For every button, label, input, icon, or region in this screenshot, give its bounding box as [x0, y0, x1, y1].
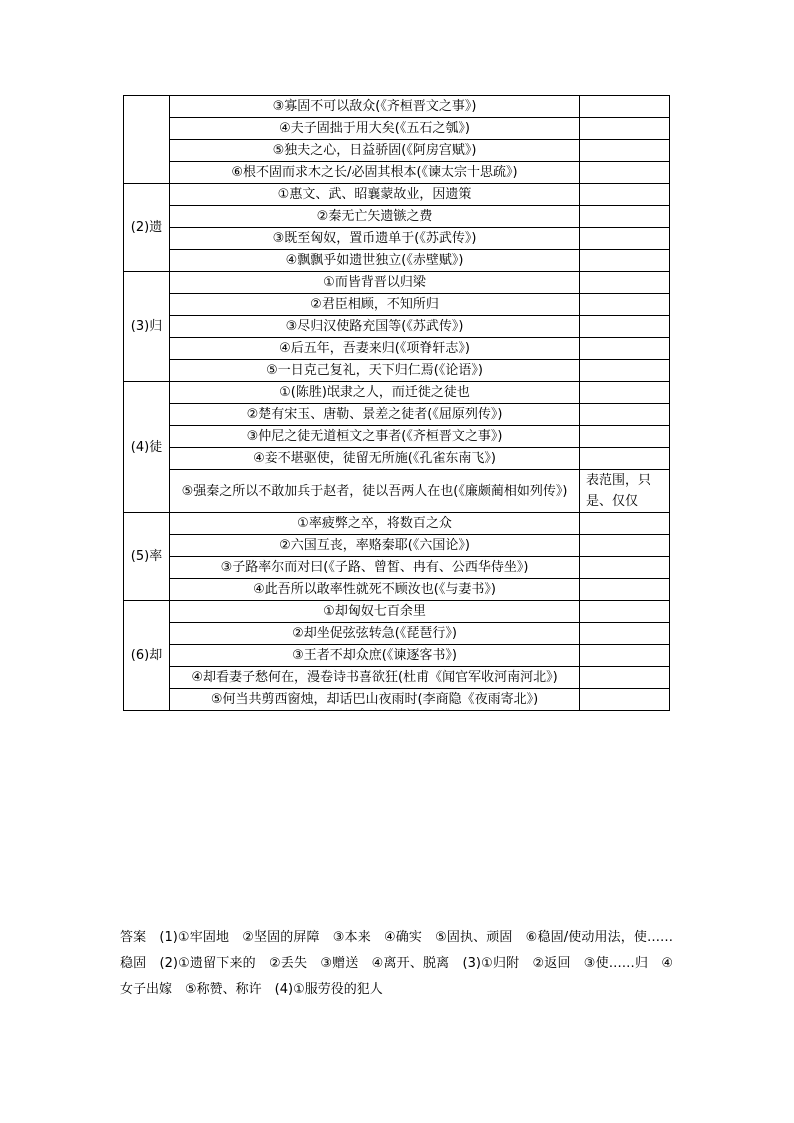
table-row: [124, 404, 670, 426]
example-sentence-cell: ②秦无亡矢遗镞之费: [170, 206, 580, 228]
table-row: [124, 557, 670, 579]
word-cell: [124, 96, 170, 184]
table-row: [124, 470, 670, 513]
table-row: [124, 360, 670, 382]
vocabulary-table: [123, 95, 670, 711]
meaning-cell: [580, 206, 670, 228]
table-row: [124, 118, 670, 140]
vocabulary-table-body: [124, 96, 670, 711]
word-cell: (4)徒: [124, 382, 170, 513]
table-row: [124, 513, 670, 535]
example-sentence-cell: ②君臣相顾，不知所归: [170, 294, 580, 316]
table-row: [124, 96, 670, 118]
table-row: [124, 316, 670, 338]
meaning-cell: [580, 645, 670, 667]
example-sentence-cell: ④此吾所以敢率性就死不顾汝也(《与妻书》): [170, 579, 580, 601]
meaning-cell: 表范围，只是、仅仅: [580, 470, 670, 513]
example-sentence-cell: ①率疲弊之卒，将数百之众: [170, 513, 580, 535]
meaning-cell: [580, 623, 670, 645]
word-cell: (5)率: [124, 513, 170, 601]
example-sentence-cell: ③子路率尔而对曰(《子路、曾皙、冉有、公西华侍坐》): [170, 557, 580, 579]
meaning-cell: [580, 162, 670, 184]
answer-text: 答案 (1)①牢固地 ②坚固的屏障 ③本来 ④确实 ⑤固执、顽固 ⑥稳固/使动用法，使……稳固 (2)①遗留下来的 ②丢失 ③赠送 ④离开、脱离 (3)①归附 ②返回 ③使……归 ④女子出嫁 ⑤称赞、称许 (4)①服劳役的犯人: [120, 930, 673, 997]
meaning-cell: [580, 360, 670, 382]
word-cell: (2)遗: [124, 184, 170, 272]
table-row: [124, 426, 670, 448]
example-sentence-cell: ③仲尼之徒无道桓文之事者(《齐桓晋文之事》): [170, 426, 580, 448]
example-sentence-cell: ③既至匈奴，置币遗单于(《苏武传》): [170, 228, 580, 250]
table-row: [124, 250, 670, 272]
meaning-cell: [580, 448, 670, 470]
table-row: [124, 140, 670, 162]
table-row: [124, 448, 670, 470]
example-sentence-cell: ②六国互丧，率赂秦耶(《六国论》): [170, 535, 580, 557]
example-sentence-cell: ③王者不却众庶(《谏逐客书》): [170, 645, 580, 667]
meaning-cell: [580, 294, 670, 316]
meaning-cell: [580, 228, 670, 250]
table-row: [124, 228, 670, 250]
table-row: [124, 184, 670, 206]
meaning-cell: [580, 316, 670, 338]
example-sentence-cell: ④飘飘乎如遗世独立(《赤壁赋》): [170, 250, 580, 272]
meaning-cell: [580, 535, 670, 557]
table-row: [124, 689, 670, 711]
table-row: [124, 338, 670, 360]
table-row: [124, 206, 670, 228]
table-row: [124, 667, 670, 689]
meaning-cell: [580, 513, 670, 535]
table-row: [124, 623, 670, 645]
meaning-cell: [580, 140, 670, 162]
example-sentence-cell: ①却匈奴七百余里: [170, 601, 580, 623]
example-sentence-cell: ⑤一日克己复礼，天下归仁焉(《论语》): [170, 360, 580, 382]
meaning-cell: [580, 184, 670, 206]
table-row: [124, 579, 670, 601]
meaning-cell: [580, 667, 670, 689]
meaning-cell: [580, 272, 670, 294]
meaning-cell: [580, 118, 670, 140]
example-sentence-cell: ④夫子固拙于用大矣(《五石之瓠》): [170, 118, 580, 140]
table-row: [124, 535, 670, 557]
meaning-cell: [580, 338, 670, 360]
example-sentence-cell: ④却看妻子愁何在，漫卷诗书喜欲狂(杜甫《闻官军收河南河北》): [170, 667, 580, 689]
example-sentence-cell: ⑤强秦之所以不敢加兵于赵者，徒以吾两人在也(《廉颇蔺相如列传》): [170, 470, 580, 513]
meaning-cell: [580, 601, 670, 623]
meaning-cell: [580, 404, 670, 426]
word-cell: (6)却: [124, 601, 170, 711]
table-row: [124, 272, 670, 294]
example-sentence-cell: ①而皆背晋以归梁: [170, 272, 580, 294]
meaning-cell: [580, 579, 670, 601]
table-row: [124, 382, 670, 404]
meaning-cell: [580, 96, 670, 118]
table-row: [124, 294, 670, 316]
word-cell: (3)归: [124, 272, 170, 382]
example-sentence-cell: ⑥根不固而求木之长/必固其根本(《谏太宗十思疏》): [170, 162, 580, 184]
example-sentence-cell: ③尽归汉使路充国等(《苏武传》): [170, 316, 580, 338]
example-sentence-cell: ⑤何当共剪西窗烛，却话巴山夜雨时(李商隐《夜雨寄北》): [170, 689, 580, 711]
example-sentence-cell: ③寡固不可以敌众(《齐桓晋文之事》): [170, 96, 580, 118]
meaning-cell: [580, 250, 670, 272]
table-row: [124, 162, 670, 184]
example-sentence-cell: ①(陈胜)氓隶之人，而迁徙之徒也: [170, 382, 580, 404]
example-sentence-cell: ②却坐促弦弦转急(《琵琶行》): [170, 623, 580, 645]
meaning-cell: [580, 689, 670, 711]
meaning-cell: [580, 382, 670, 404]
example-sentence-cell: ②楚有宋玉、唐勒、景差之徒者(《屈原列传》): [170, 404, 580, 426]
meaning-cell: [580, 426, 670, 448]
table-row: [124, 601, 670, 623]
example-sentence-cell: ④妾不堪驱使，徒留无所施(《孔雀东南飞》): [170, 448, 580, 470]
example-sentence-cell: ①惠文、武、昭襄蒙故业，因遗策: [170, 184, 580, 206]
table-row: [124, 645, 670, 667]
example-sentence-cell: ④后五年，吾妻来归(《项脊轩志》): [170, 338, 580, 360]
meaning-cell: [580, 557, 670, 579]
example-sentence-cell: ⑤独夫之心，日益骄固(《阿房宫赋》): [170, 140, 580, 162]
